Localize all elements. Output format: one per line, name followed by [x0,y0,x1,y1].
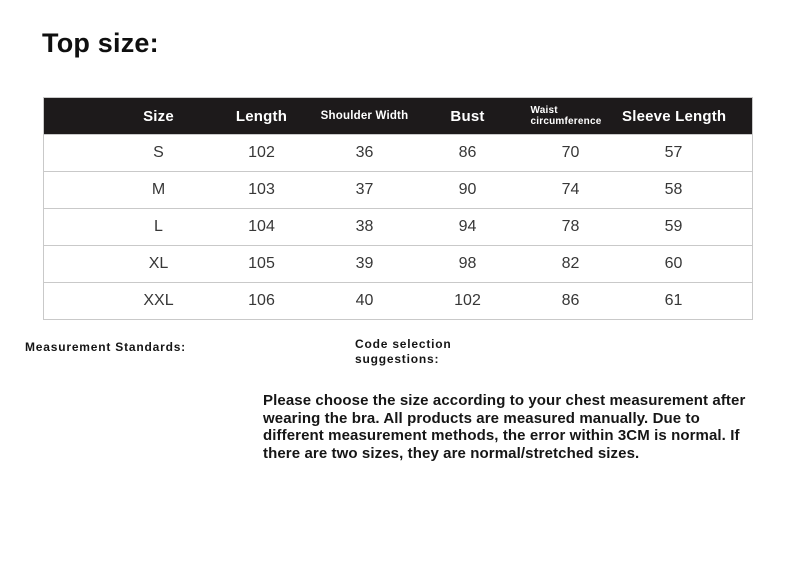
cell-waist: 70 [561,144,580,161]
cell-shoulder-width: 39 [355,255,374,272]
cell-sleeve-length: 59 [664,218,683,235]
column-header-waist-label: Waist circumference [530,104,602,127]
cell-shoulder-width: 38 [355,218,374,235]
column-header-bust: Bust [450,107,485,125]
column-header-shoulder-width: Shoulder Width [320,110,409,122]
column-header-waist-circumference [519,105,622,128]
cell-length: 106 [248,292,275,309]
measurement-standards-label: Measurement Standards: [25,340,186,354]
cell-length: 105 [248,255,275,272]
cell-length: 103 [248,181,275,198]
cell-length: 104 [248,218,275,235]
cell-length: 102 [248,144,275,161]
cell-waist: 74 [561,181,580,198]
cell-shoulder-width: 37 [355,181,374,198]
cell-size: S [153,144,164,161]
code-selection-suggestions-label: Code selection suggestions: [355,337,452,366]
size-selection-note: Please choose the size according to your chest measurement after wearing the bra. All products are measured manually. Due to different measurement methods, the error within 3CM is normal. If there are two sizes, they are normal/stretched sizes. [263,392,746,462]
cell-waist: 82 [561,255,580,272]
cell-sleeve-length: 61 [664,292,683,309]
column-header-sleeve-length: Sleeve Length [622,107,727,125]
cell-bust: 102 [454,292,481,309]
cell-size: XL [148,255,169,272]
table-row [44,134,752,171]
cell-waist: 78 [561,218,580,235]
column-header-size: Size [143,107,174,125]
cell-sleeve-length: 60 [664,255,683,272]
column-header-length: Length [235,107,288,125]
cell-waist: 86 [561,292,580,309]
size-table [43,97,753,320]
table-header-row [44,98,752,134]
table-row [44,282,752,319]
page-title: Top size: [42,28,159,58]
cell-sleeve-length: 57 [664,144,683,161]
cell-size: XXL [143,292,174,309]
cell-shoulder-width: 36 [355,144,374,161]
cell-sleeve-length: 58 [664,181,683,198]
cell-size: M [151,181,166,198]
table-row [44,208,752,245]
cell-bust: 98 [458,255,477,272]
cell-size: L [154,218,163,235]
cell-bust: 94 [458,218,477,235]
cell-shoulder-width: 40 [355,292,374,309]
cell-bust: 86 [458,144,477,161]
table-row [44,245,752,282]
cell-bust: 90 [458,181,477,198]
table-row [44,171,752,208]
